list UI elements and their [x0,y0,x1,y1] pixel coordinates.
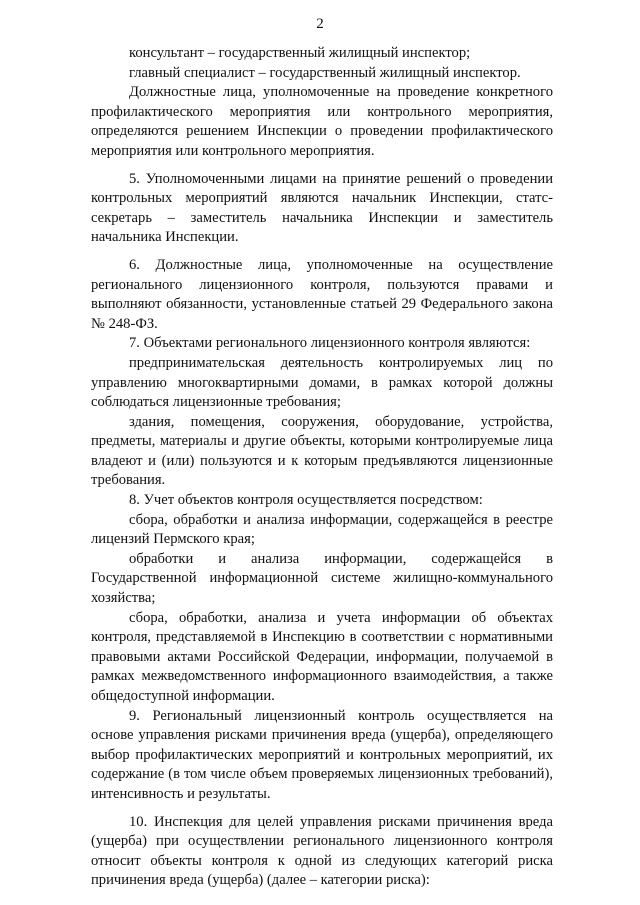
paragraph-item-8-registry: сбора, обработки и анализа информации, содержащейся в реестре лицензий Пермского края; [91,511,553,548]
paragraph-item-7-business: предпринимательская деятельность контролируемых лиц по управлению многоквартирными домами, в рамках которой должны соблюдаться лицензионные требования; [91,354,553,411]
paragraph-item-8-gis: обработки и анализа информации, содержащейся в Государственной информационной системе жилищно-коммунального хозяйства; [91,550,553,607]
paragraph-officials-defined: Должностные лица, уполномоченные на проведение конкретного профилактического мероприятия или контрольного мероприятия, определяются решением Инспекции о проведении профилактического мероприятия или контрольного мероприятия. [91,84,553,159]
paragraph-item-7-objects: здания, помещения, сооружения, оборудование, устройства, предметы, материалы и другие объекты, которыми контролируемые лица владеют и (или) пользуются и к которым предъявляются лицензионные требования. [91,413,553,489]
page-number: 2 [316,16,324,32]
paragraph-item-9: 9. Региональный лицензионный контроль осуществляется на основе управления рисками причинения вреда (ущерба), определяющего выбор профилактических мероприятий и контрольных мероприятий, их содержание (в том числе объем проверяемых лицензионных требований), интенсивность и результаты. [91,707,553,802]
paragraph-item-10: 10. Инспекция для целей управления рисками причинения вреда (ущерба) при осуществлении регионального лицензионного контроля относит объекты контроля к одной из следующих категорий риска причинения вреда (ущерба) (далее – категории риска): [91,813,553,889]
paragraph-consultant: консультант – государственный жилищный инспектор; [129,45,471,61]
paragraph-item-8-collection: сбора, обработки, анализа и учета информации об объектах контроля, представляемой в Инспекцию в соответствии с нормативными правовыми актами Российской Федерации, информации, получаемой в рамках межведомственного информационного взаимодействия, а также общедоступной информации. [91,609,553,704]
paragraph-item-8: 8. Учет объектов контроля осуществляется посредством: [129,492,483,509]
paragraph-chief-specialist: главный специалист – государственный жилищный инспектор. [129,64,521,81]
paragraph-item-5: 5. Уполномоченными лицами на принятие решений о проведении контрольных мероприятий являются начальник Инспекции, статс-секретарь – заместитель начальника Инспекции и заместитель начальника Инспекции. [91,170,553,246]
paragraph-item-6: 6. Должностные лица, уполномоченные на осуществление регионального лицензионного контроля, пользуются правами и выполняют обязанности, установленные статьей 29 Федерального закона № 248-ФЗ. [91,256,553,332]
paragraph-item-7: 7. Объектами регионального лицензионного контроля являются: [129,335,531,352]
document-body [91,44,553,891]
